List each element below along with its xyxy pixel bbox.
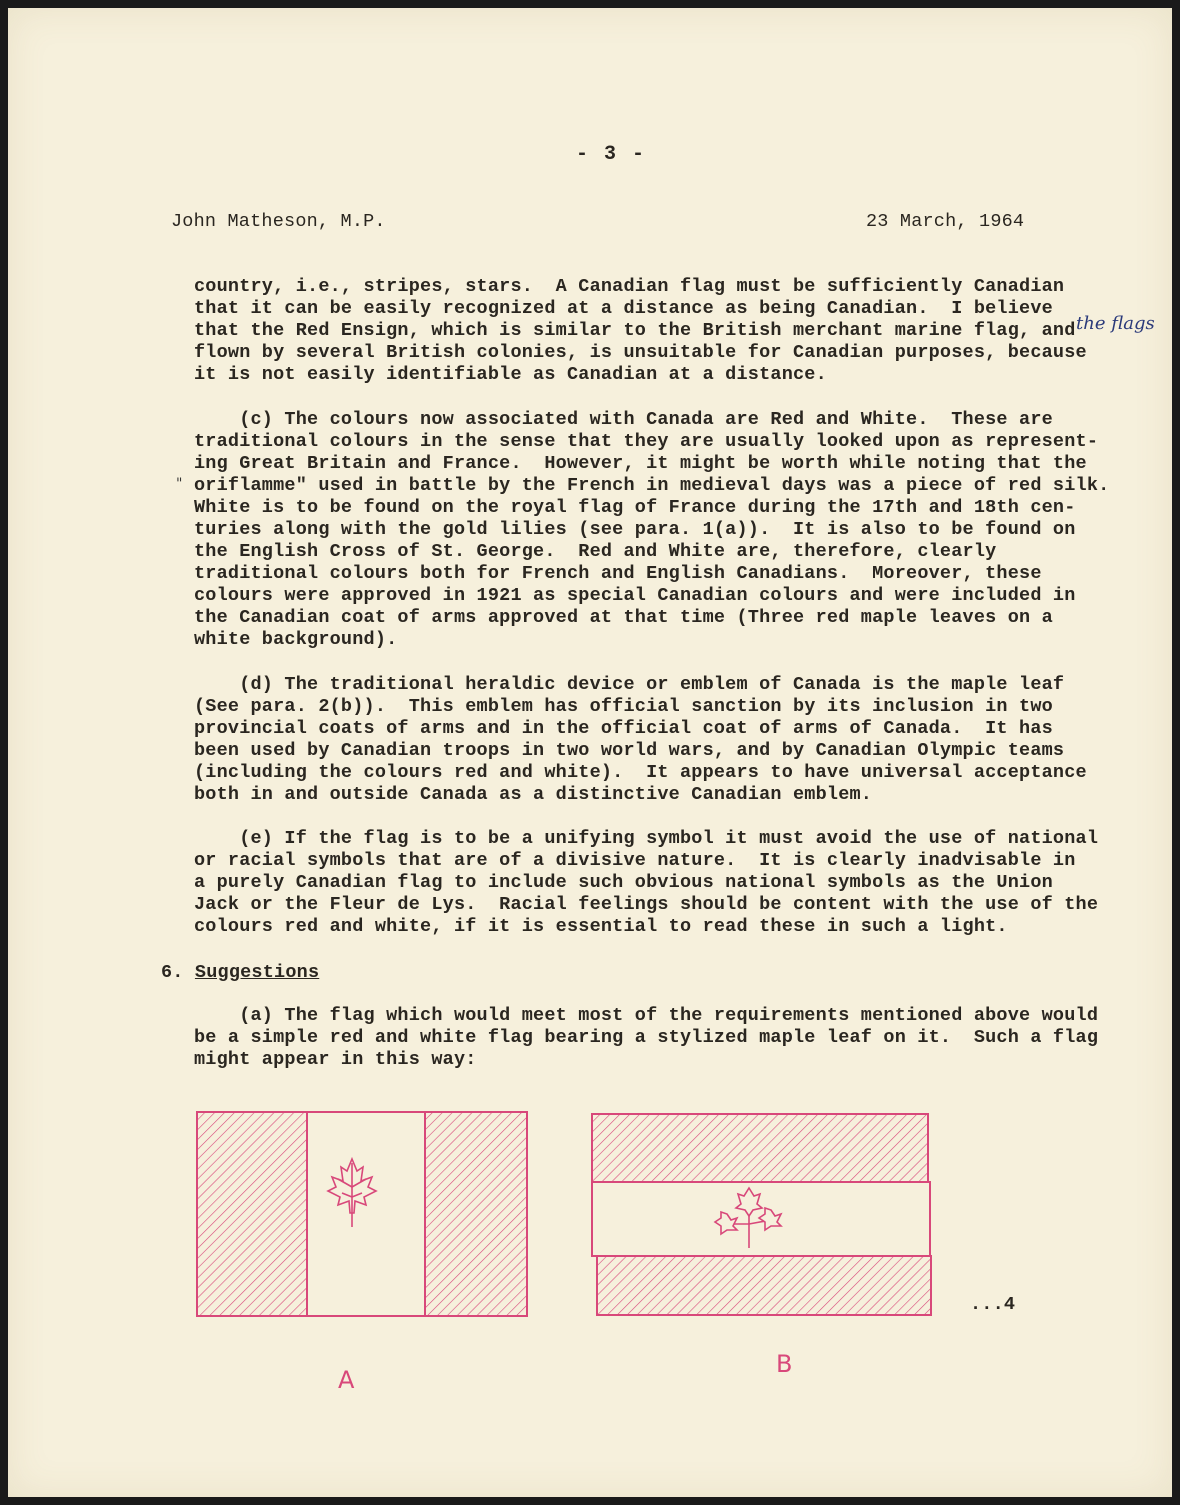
flag-label-a: A xyxy=(338,1366,355,1394)
paragraph-continuation: country, i.e., stripes, stars. A Canadian flag must be sufficiently Canadian that it can be easily recognized at a distance as being Canadian. I believe that the Red Ensign, which is similar to the British merchant marine flag, and flown by several British colonies, is unsuitable for Canadian purposes, because it is not easily identifiable as Canadian at a distance. xyxy=(194,276,1087,385)
paragraph-d-emblem: (d) The traditional heraldic device or emblem of Canada is the maple leaf (See para. 2(b)). This emblem has official sanction by its inclusion in two provincial coats of arms and in the official coat of arms of Canada. It has been used by Canadian troops in two world wars, and by Canadian Olympic teams (including the colours red and white). It appears to have universal acceptance both in and outside Canada as a distinctive Canadian emblem. xyxy=(194,674,1087,805)
page-number: - 3 - xyxy=(576,143,647,166)
flag-b-top-band xyxy=(592,1114,928,1182)
paragraph-e-unifying-symbol: (e) If the flag is to be a unifying symbol it must avoid the use of national or racial symbols that are of a divisive nature. It is clearly inadvisable in a purely Canadian flag to include such obvious national symbols as the Union Jack or the Fleur de Lys. Racial feelings should be content with the use of the colours red and white, if it is essential to read these in such a light. xyxy=(194,828,1099,937)
section-number: 6. xyxy=(161,962,184,983)
flag-a-right-band xyxy=(425,1112,527,1316)
maple-leaf-icon xyxy=(328,1159,376,1227)
flag-sketch-b xyxy=(591,1113,935,1319)
flag-a-left-band xyxy=(197,1112,307,1316)
flag-sketch-a xyxy=(196,1111,530,1319)
continued-marker: ...4 xyxy=(970,1294,1016,1315)
letter-date: 23 March, 1964 xyxy=(866,211,1025,232)
section-title: Suggestions xyxy=(194,962,320,983)
section-heading xyxy=(161,962,319,984)
recipient-name: John Matheson, M.P. xyxy=(171,211,386,232)
paragraph-a-suggestion: (a) The flag which would meet most of the requirements mentioned above would be a simple red and white flag bearing a stylized maple leaf on it. Such a flag might appear in this way: xyxy=(194,1005,1099,1070)
flag-a-center-band xyxy=(307,1112,425,1316)
handwritten-insert: the flags xyxy=(1076,313,1155,334)
flag-label-b: B xyxy=(776,1350,793,1378)
document-page xyxy=(8,8,1172,1497)
paragraph-c-colours: (c) The colours now associated with Canada are Red and White. These are traditional colours in the sense that they are usually looked upon as represent- ing Great Britain and France. However, it might be worth while noting that the oriflamme" used in battle by the French in medieval days was a piece of red silk. White is to be found on the royal flag of France during the 17th and 18th cen- turies along with the gold lilies (see para. 1(a)). It is also to be found on the English Cross of St. George. Red and White are, therefore, clearly traditional colours both for French and English Canadians. Moreover, these colours were approved in 1921 as special Canadian colours and were included in the Canadian coat of arms approved at that time (Three red maple leaves on a white background). xyxy=(194,409,1110,650)
flag-b-bottom-band xyxy=(597,1256,931,1315)
maple-sprig-icon xyxy=(715,1188,781,1248)
handwritten-quote-mark: " xyxy=(176,476,183,492)
